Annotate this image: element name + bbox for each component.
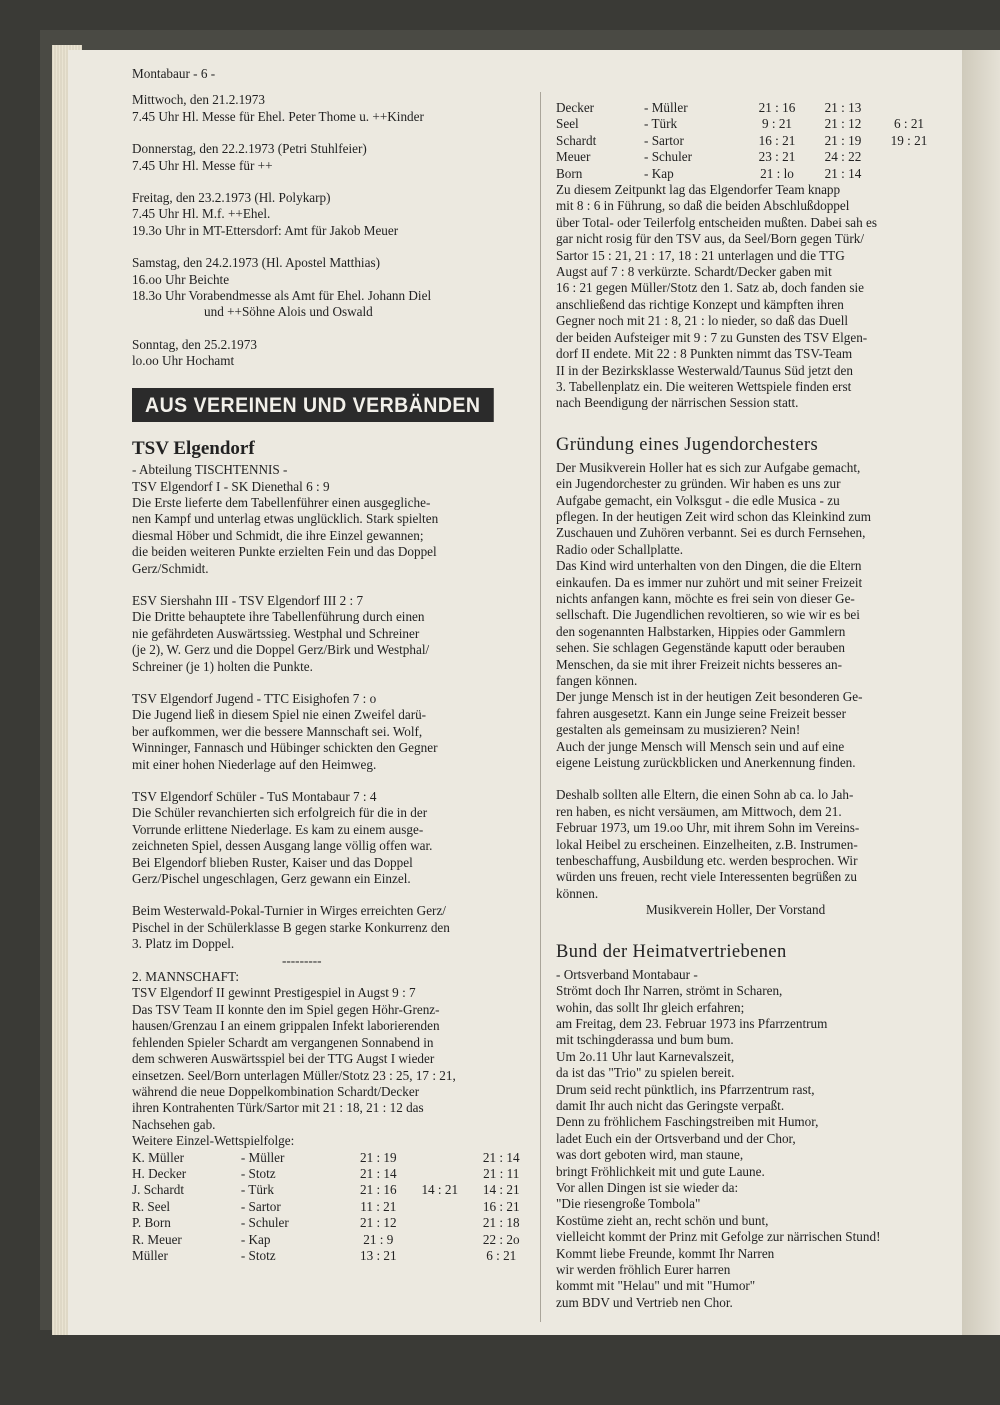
text-line: TSV Elgendorf II gewinnt Prestigespiel in Augst 9 : 7	[132, 985, 416, 1001]
text-line: sehen. Sie schlagen Gegenstände kaputt oder berauben	[556, 640, 845, 656]
result-cell: - Kap	[240, 1231, 271, 1247]
result-cell: 21 : 11	[483, 1165, 520, 1181]
text-line: Gerz/Pischel ungeschlagen, Gerz gewann ein Einzel.	[132, 871, 411, 887]
text-line: II in der Bezirksklasse Westerwald/Taunus Süd jetzt den	[556, 362, 853, 378]
poem-line: wir werden fröhlich Eurer harren	[556, 1262, 731, 1277]
result-cell	[876, 149, 942, 165]
text-line: Die Schüler revanchierten sich erfolgreich für die in der	[132, 805, 428, 821]
poem-line: Kostüme zieht an, recht schön und bunt,	[556, 1212, 769, 1228]
result-row	[132, 1166, 532, 1182]
text-line: Die Dritte behauptete ihre Tabellenführung durch einen	[132, 609, 425, 625]
result-cell	[876, 100, 942, 116]
result-cell: 14 : 21	[482, 1182, 520, 1198]
result-cell: Decker	[556, 100, 595, 115]
text-line: lokal Heibel zu erscheinen. Einzelheiten, z.B. Instrumen-	[556, 836, 858, 852]
poem-line: da ist das "Trio" zu spielen bereit.	[556, 1065, 735, 1081]
report-continuation	[556, 182, 961, 412]
service-line: 18.3o Uhr Vorabendmesse als Amt für Ehel. Johann Diel	[132, 288, 432, 304]
facing-page-edge	[962, 50, 1000, 1335]
text-line: Pischel in der Schülerklasse B gegen starke Konkurrenz den	[132, 919, 450, 935]
result-cell: P. Born	[132, 1215, 171, 1231]
result-cell: Meuer	[556, 149, 591, 165]
result-row	[556, 166, 942, 182]
text-line: 3. Tabellenplatz ein. Die weiteren Wettspiele finden erst	[556, 378, 852, 394]
page-label: Montabaur - 6 -	[132, 66, 216, 81]
result-row	[556, 116, 942, 132]
result-cell: 16 : 21	[758, 132, 796, 148]
text-line: Gerz/Schmidt.	[132, 560, 209, 576]
text-line: ren haben, es nicht versäumen, am Mittwoch, dem 21.	[556, 803, 842, 819]
text-line: mit 8 : 6 in Führung, so daß die beiden Abschlußdoppel	[556, 198, 850, 214]
text-line: ihren Kontrahenten Türk/Sartor mit 21 : 18, 21 : 12 das	[132, 1100, 424, 1116]
service-line: 16.oo Uhr Beichte	[132, 271, 230, 287]
text-line: Beim Westerwald-Pokal-Turnier in Wirges erreichten Gerz/	[132, 903, 446, 919]
text-line: TSV Elgendorf I - SK Dienethal 6 : 9	[132, 478, 330, 494]
result-cell: - Schuler	[644, 149, 692, 165]
report-cup	[132, 903, 532, 952]
text-line: 3. Platz im Doppel.	[132, 936, 235, 952]
poem-line: vielleicht kommt der Prinz mit Gefolge zur närrischen Stund!	[556, 1229, 881, 1245]
result-cell: 21 : 12	[824, 116, 862, 132]
result-cell: 21 : 9	[363, 1231, 394, 1247]
report-youth	[132, 691, 532, 773]
text-line: Der Musikverein Holler hat es sich zur Aufgabe gemacht,	[556, 459, 861, 475]
result-cell: 21 : 12	[359, 1215, 397, 1231]
section-banner: AUS VEREINEN UND VERBÄNDEN	[132, 388, 494, 422]
result-cell: 13 : 21	[359, 1247, 397, 1263]
poem-line: "Die riesengroße Tombola"	[556, 1196, 701, 1212]
text-line: einsetzen. Seel/Born unterlagen Müller/Stotz 23 : 25, 17 : 21,	[132, 1067, 456, 1083]
poem-line: Denn zu fröhlichem Faschingstreiben mit Humor,	[556, 1114, 819, 1130]
text-line: hausen/Grenzau I an einem grippalen Infekt laborierenden	[132, 1018, 440, 1034]
service-line: 7.45 Uhr Hl. Messe für ++	[132, 157, 273, 173]
orchestra-title: Gründung eines Jugendorchesters	[556, 434, 819, 455]
service-date: Mittwoch, den 21.2.1973	[132, 92, 265, 108]
result-cell: - Stotz	[240, 1247, 276, 1263]
result-cell: J. Schardt	[132, 1182, 185, 1198]
result-cell: 22 : 2o	[482, 1231, 520, 1247]
result-cell: Schardt	[556, 132, 597, 148]
right-column	[556, 100, 961, 1311]
result-cell: - Sartor	[644, 132, 684, 148]
text-line: nichts anfangen kann, möchte es frei sein von dieser Ge-	[556, 590, 855, 606]
text-line: zeichneten Spiel, dessen Ausgang lange völlig offen war.	[132, 838, 433, 854]
text-line: nie gefährdeten Auswärtssieg. Westphal und Schreiner	[132, 625, 420, 641]
result-cell: 9 : 21	[761, 116, 793, 132]
text-line: einkaufen. Da es immer nur zuhört und mit seiner Freizeit	[556, 574, 863, 590]
text-line: Sartor 15 : 21, 21 : 17, 18 : 21 unterlagen und die TTG	[556, 247, 845, 263]
text-line: ein Jugendorchester zu gründen. Wir haben es uns zur	[556, 476, 841, 492]
result-cell: - Stotz	[240, 1165, 276, 1181]
text-line: pflegen. In der heutigen Zeit wird schon das Kleinkind zum	[556, 508, 871, 524]
result-cell: R. Seel	[132, 1198, 171, 1214]
result-cell: - Kap	[644, 165, 674, 181]
text-line: dem schweren Auswärtsspiel bei der TTG Augst I wieder	[132, 1051, 435, 1067]
service-date: Freitag, den 23.2.1973 (Hl. Polykarp)	[132, 190, 331, 206]
singles-results-continued	[556, 100, 942, 182]
text-line: Das Kind wird unterhalten von den Dingen, die die Eltern	[556, 558, 862, 574]
report-first-team	[132, 479, 532, 577]
result-cell: 21 : 16	[758, 100, 796, 115]
result-row	[132, 1232, 532, 1248]
orchestra-signature: Musikverein Holler, Der Vorstand	[646, 902, 826, 918]
text-line: 2. MANNSCHAFT:	[132, 969, 240, 985]
result-cell: 6 : 21	[486, 1247, 517, 1263]
column-divider	[540, 92, 541, 1322]
text-line: Augst auf 7 : 8 verkürzte. Schardt/Decker gaben mit	[556, 264, 832, 280]
result-cell: 21 : 14	[824, 165, 862, 181]
text-line: anschließend das richtige Konzept und kämpften ihren	[556, 296, 844, 312]
result-cell: 23 : 21	[758, 149, 796, 165]
text-line: während die neue Doppelkombination Schardt/Decker	[132, 1083, 420, 1099]
result-cell: - Sartor	[240, 1198, 281, 1214]
result-cell: 16 : 21	[482, 1198, 520, 1214]
text-line: TSV Elgendorf Schüler - TuS Montabaur 7 : 4	[132, 789, 377, 804]
text-line: Das TSV Team II konnte den im Spiel gegen Höhr-Grenz-	[132, 1001, 440, 1017]
orchestra-invitation	[556, 787, 961, 902]
result-cell	[409, 1215, 470, 1231]
bdv-poem	[556, 983, 961, 1311]
poem-line: ladet Euch ein der Ortsverband und der Chor,	[556, 1130, 796, 1146]
text-line: fangen können.	[556, 673, 638, 688]
result-cell: 6 : 21	[893, 116, 925, 132]
service-line: 7.45 Uhr Hl. Messe für Ehel. Peter Thome u. ++Kinder	[132, 108, 424, 124]
poem-line: bringt Fröhlichkeit mit und gute Laune.	[556, 1163, 765, 1179]
text-line: diesmal Höber und Schmidt, die ihre Einzel gewannen;	[132, 527, 424, 543]
result-cell	[409, 1232, 470, 1248]
result-cell: K. Müller	[132, 1149, 185, 1165]
text-line: gestalten als gemeinsam zu musizieren? Nein!	[556, 722, 801, 738]
text-line: fehlenden Spieler Schardt am vergangenen Sonnabend in	[132, 1034, 434, 1050]
club-title: TSV Elgendorf	[132, 438, 255, 460]
text-line: fahren ausgesetzt. Kann ein Junge seine Freizeit besser	[556, 705, 847, 721]
text-line: 16 : 21 gegen Müller/Stotz den 1. Satz ab, doch fanden sie	[556, 280, 865, 296]
bdv-subtitle: - Ortsverband Montabaur -	[556, 966, 698, 982]
text-line: würden uns freuen, recht viele Interessenten begrüßen zu	[556, 869, 857, 885]
result-cell	[409, 1150, 470, 1166]
text-line: dorf II endete. Mit 22 : 8 Punkten nimmt das TSV-Team	[556, 346, 853, 362]
poem-line: Kommt liebe Freunde, kommt Ihr Narren	[556, 1245, 775, 1261]
report-pupils	[132, 789, 532, 887]
text-line: nach Beendigung der närrischen Session statt.	[556, 395, 799, 411]
result-row	[132, 1215, 532, 1231]
result-cell: 21 : 19	[824, 132, 862, 148]
text-line: gar nicht rosig für den TSV aus, da Seel/Born gegen Türk/	[556, 231, 865, 247]
text-line: Weitere Einzel-Wettspielfolge:	[132, 1133, 295, 1149]
poem-line: Vor allen Dingen ist sie wieder da:	[556, 1179, 739, 1195]
result-row	[132, 1199, 532, 1215]
text-line: Die Erste lieferte dem Tabellenführer einen ausgegliche-	[132, 494, 431, 510]
service-line: 19.3o Uhr in MT-Ettersdorf: Amt für Jakob Meuer	[132, 222, 399, 238]
orchestra-text	[556, 460, 961, 772]
result-cell: 21 : 14	[482, 1149, 520, 1165]
text-line: Aufgabe gemacht, ein Volksgut - die edle Musica - zu	[556, 492, 840, 508]
text-line: ESV Siershahn III - TSV Elgendorf III 2 : 7	[132, 592, 364, 608]
result-cell: 21 : 18	[482, 1215, 520, 1231]
text-line: Zu diesem Zeitpunkt lag das Elgendorfer Team knapp	[556, 182, 841, 198]
result-row	[132, 1182, 532, 1198]
poem-line: Strömt doch Ihr Narren, strömt in Scharen,	[556, 983, 783, 999]
result-row	[132, 1248, 532, 1264]
result-cell: H. Decker	[132, 1165, 187, 1181]
service-date: Sonntag, den 25.2.1973	[132, 336, 257, 352]
text-line: Bei Elgendorf blieben Ruster, Kaiser und das Doppel	[132, 854, 413, 870]
text-line: können.	[556, 885, 599, 901]
result-cell: Seel	[556, 116, 579, 132]
text-line: (je 2), W. Gerz und die Doppel Gerz/Birk und Westphal/	[132, 642, 430, 658]
result-row	[556, 133, 942, 149]
result-cell: R. Meuer	[132, 1231, 182, 1247]
text-line: ber aufkommen, wer die bessere Mannschaft sei. Wolf,	[132, 723, 423, 739]
result-cell: 21 : lo	[760, 165, 794, 181]
result-cell	[409, 1248, 470, 1264]
result-row	[556, 100, 942, 116]
text-line: Die Jugend ließ in diesem Spiel nie einen Zweifel darü-	[132, 707, 427, 723]
text-line: Auch der junge Mensch will Mensch sein und auf eine	[556, 738, 845, 754]
result-cell: 21 : 16	[359, 1182, 397, 1198]
text-line: der beiden Aufsteiger mit 9 : 7 zu Gunsten des TSV Elgen-	[556, 329, 868, 345]
report-second-team	[132, 969, 532, 1149]
result-cell: - Müller	[644, 100, 688, 115]
report-third-team	[132, 593, 532, 675]
text-line: Winninger, Fannasch und Hübinger schickten den Gegner	[132, 740, 438, 756]
text-line: Radio oder Schallplatte.	[556, 541, 684, 557]
separator: ---------	[282, 952, 322, 968]
result-cell: 14 : 21	[421, 1182, 459, 1198]
result-row	[556, 149, 942, 165]
result-cell: 19 : 21	[890, 132, 928, 148]
result-cell: Müller	[132, 1247, 168, 1263]
text-line: Februar 1973, um 19.oo Uhr, mit ihrem Sohn im Vereins-	[556, 820, 860, 836]
poem-line: am Freitag, dem 23. Februar 1973 ins Pfarrzentrum	[556, 1015, 828, 1031]
club-subtitle: - Abteilung TISCHTENNIS -	[132, 462, 288, 478]
poem-line: zum BDV und Vertrieb nen Chor.	[556, 1294, 733, 1310]
text-line: Schreiner (je 1) holten die Punkte.	[132, 658, 313, 674]
text-line: eigene Leistung zurückblicken und Anerkennung finden.	[556, 755, 856, 771]
text-line: Gegner noch mit 21 : 8, 21 : lo nieder, so daß das Duell	[556, 313, 849, 329]
text-line: tenbeschaffung, Ausbildung etc. werden besprochen. Wir	[556, 853, 858, 869]
text-line: Vorrunde erlittene Niederlage. Es kam zu einem ausge-	[132, 821, 424, 837]
result-cell: 21 : 14	[359, 1165, 397, 1181]
result-row	[132, 1150, 532, 1166]
result-cell: - Müller	[240, 1149, 285, 1165]
poem-line: mit tschingderassa und bum bum.	[556, 1032, 734, 1048]
result-cell: 11 : 21	[360, 1198, 397, 1214]
text-line: Deshalb sollten alle Eltern, die einen Sohn ab ca. lo Jah-	[556, 787, 854, 803]
text-line: Nachsehen gab.	[132, 1116, 216, 1132]
text-line: TSV Elgendorf Jugend - TTC Eisighofen 7 : o	[132, 690, 377, 706]
text-line: Der junge Mensch ist in der heutigen Zeit besonderen Ge-	[556, 689, 863, 705]
result-cell	[876, 166, 942, 182]
service-line: und ++Söhne Alois und Oswald	[204, 304, 373, 320]
poem-line: kommt mit "Helau" und mit "Humor"	[556, 1278, 756, 1294]
poem-line: Drum seid recht pünktlich, ins Pfarrzentrum rast,	[556, 1081, 815, 1097]
result-cell: - Schuler	[240, 1215, 289, 1231]
text-line: über Total- oder Teilerfolg entscheiden mußten. Dabei sah es	[556, 214, 878, 230]
result-cell: 24 : 22	[824, 149, 862, 165]
poem-line: damit Ihr auch nicht das Geringste verpaßt.	[556, 1097, 785, 1113]
result-cell	[409, 1199, 470, 1215]
text-line: sellschaft. Die Jugendlichen revoltieren, so wie wir es bei	[556, 607, 860, 623]
text-line: die beiden weiteren Punkte erzielten Fein und das Doppel	[132, 544, 437, 560]
service-line: lo.oo Uhr Hochamt	[132, 353, 235, 369]
left-column	[132, 66, 532, 1264]
service-date: Samstag, den 24.2.1973 (Hl. Apostel Matthias)	[132, 255, 380, 271]
text-line: Zuschauen und Zuhören verbannt. Sei es durch Fernsehen,	[556, 525, 866, 541]
singles-results-table	[132, 1150, 532, 1265]
result-cell: 21 : 19	[359, 1149, 397, 1165]
result-cell	[409, 1166, 470, 1182]
text-line: den sogenannten Halbstarken, Hippies oder Gammlern	[556, 623, 846, 639]
poem-line: Um 2o.11 Uhr laut Karnevalszeit,	[556, 1048, 735, 1064]
poem-line: was dort geboten wird, man staune,	[556, 1147, 744, 1163]
result-cell: Born	[556, 165, 583, 181]
church-schedule	[132, 92, 532, 369]
bdv-title: Bund der Heimatvertriebenen	[556, 941, 787, 962]
result-cell: 21 : 13	[824, 100, 862, 115]
service-line: 7.45 Uhr Hl. M.f. ++Ehel.	[132, 206, 271, 222]
text-line: Menschen, da sie mit ihrer Freizeit nichts besseres an-	[556, 656, 843, 672]
text-line: nen Kampf und unterlag etwas unglücklich. Stark spielten	[132, 511, 439, 527]
result-cell: - Türk	[644, 116, 678, 132]
service-date: Donnerstag, den 22.2.1973 (Petri Stuhlfeier)	[132, 141, 367, 157]
poem-line: wohin, das sollt Ihr gleich erfahren;	[556, 999, 745, 1015]
result-cell: - Türk	[240, 1182, 274, 1198]
text-line: mit einer hohen Niederlage auf den Heimweg.	[132, 756, 377, 772]
